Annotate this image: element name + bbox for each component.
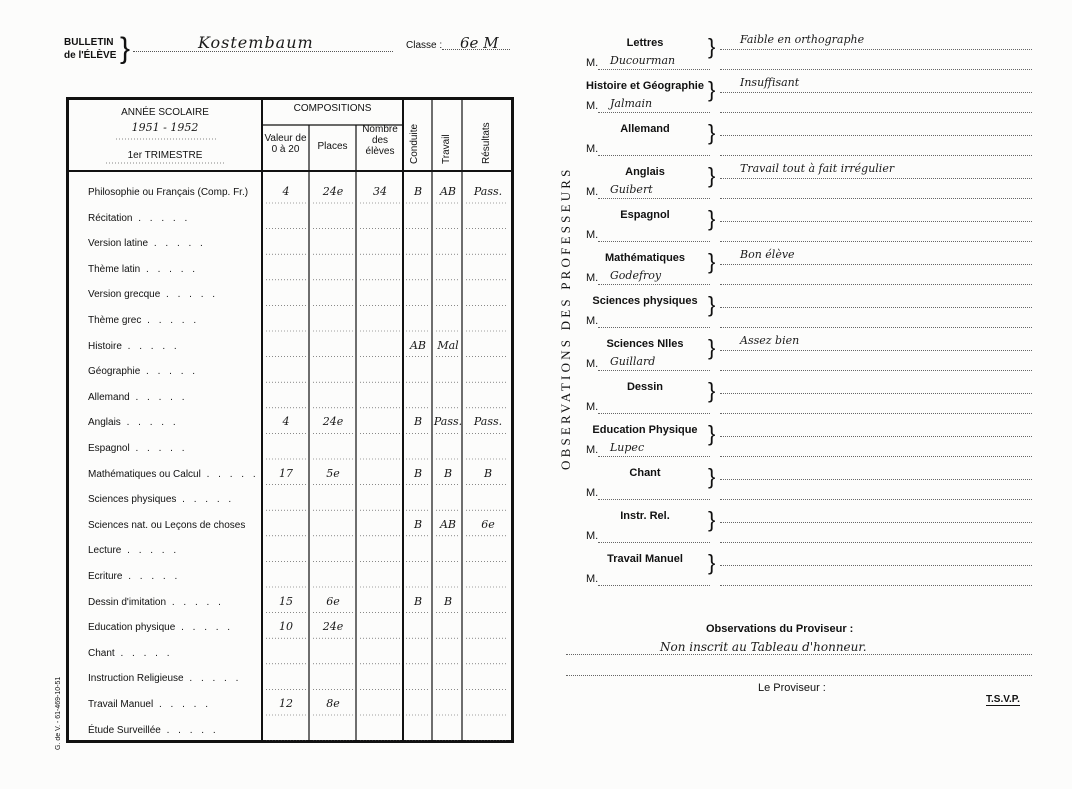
teacher-name-line [598, 198, 710, 199]
col-valeur-header: Valeur de 0 à 20 [264, 133, 307, 155]
brace-icon: } [708, 163, 716, 188]
grade-cell-places: 24e [322, 415, 344, 429]
observation-line [720, 565, 1032, 566]
teacher-name: Guillard [610, 355, 656, 368]
teacher-m-label: M. [586, 57, 599, 69]
observation-line [720, 585, 1032, 586]
eleve-label: de l'ÉLÈVE [64, 50, 117, 61]
observation-subject-name: Education Physique [592, 424, 698, 436]
grade-cell-resultats: 6e [481, 517, 495, 531]
teacher-name-line [598, 241, 710, 242]
observation-subject-name: Sciences Nlles [606, 338, 684, 350]
grade-cell-conduite: B [413, 466, 423, 480]
col-places-header: Places [317, 141, 348, 152]
teacher-m-label: M. [586, 315, 599, 327]
observation-line [720, 522, 1032, 523]
observation-line [720, 49, 1032, 50]
observation-comment: Bon élève [740, 248, 795, 261]
observation-line [720, 198, 1032, 199]
brace-icon: } [120, 32, 131, 65]
grade-cell-travail: AB [439, 185, 457, 198]
grade-cell-places: 24e [322, 185, 344, 198]
teacher-m-label: M. [586, 573, 599, 585]
teacher-m-label: M. [586, 100, 599, 112]
brace-icon: } [708, 550, 716, 575]
grade-cell-valeur: 12 [279, 697, 293, 710]
teacher-name-line [598, 585, 710, 586]
teacher-m-label: M. [586, 229, 599, 241]
tsvp-label: T.S.V.P. [986, 694, 1020, 705]
observation-line [720, 542, 1032, 543]
col-conduite-header: Conduite [409, 123, 420, 164]
brace-icon: } [708, 464, 716, 489]
subject-label: Version latine . . . . . [88, 238, 206, 250]
proviseur-title: Observations du Proviseur : [706, 623, 854, 635]
grade-cell-valeur: 4 [282, 185, 290, 198]
observation-line [720, 135, 1032, 136]
brace-icon: } [708, 507, 716, 532]
teacher-name-line [598, 456, 710, 457]
teacher-m-label: M. [586, 487, 599, 499]
teacher-name-line [598, 370, 710, 371]
proviseur-line-2 [566, 675, 1032, 676]
observation-comment: Assez bien [740, 334, 800, 347]
observation-subject-name: Espagnol [620, 209, 670, 221]
classe-label: Classe : [406, 40, 443, 51]
subject-label: Mathématiques ou Calcul . . . . . [88, 468, 259, 480]
grade-cell-valeur: 10 [279, 620, 293, 634]
teacher-name-line [598, 112, 710, 113]
proviseur-line-1 [566, 654, 1032, 655]
annee-scolaire-label: ANNÉE SCOLAIRE [121, 107, 209, 118]
observation-subject-name: Chant [629, 467, 661, 479]
observation-line [720, 499, 1032, 500]
observations-title: OBSERVATIONS DES PROFESSEURS [558, 166, 573, 470]
subject-label: Sciences physiques . . . . . [88, 494, 235, 506]
grade-cell-travail: Pass. [433, 415, 463, 429]
student-name: Kostembaum [198, 33, 314, 52]
observation-line [720, 436, 1032, 437]
col-nombre-header: Nombre des élèves [362, 124, 398, 157]
brace-icon: } [708, 249, 716, 274]
subject-label: Récitation . . . . . [88, 212, 191, 224]
observation-line [720, 178, 1032, 179]
grade-cell-places: 6e [326, 594, 340, 608]
observation-line [720, 69, 1032, 70]
teacher-m-label: M. [586, 143, 599, 155]
observation-subject-name: Dessin [626, 381, 664, 393]
observation-line [720, 221, 1032, 222]
observation-line [720, 456, 1032, 457]
grade-cell-travail: B [443, 594, 453, 608]
observation-line [720, 241, 1032, 242]
grade-cell-conduite: B [413, 415, 423, 429]
observation-subject-name: Sciences physiques [592, 295, 698, 307]
annee-scolaire-value: 1951 - 1952 [131, 121, 199, 134]
observation-subject-name: Travail Manuel [607, 553, 683, 565]
observation-comment: Faible en orthographe [740, 33, 865, 46]
brace-icon: } [708, 421, 716, 446]
grade-cell-conduite: AB [409, 338, 427, 352]
grade-cell-places: 24e [322, 620, 344, 634]
teacher-m-label: M. [586, 401, 599, 413]
teacher-name-line [598, 542, 710, 543]
teacher-m-label: M. [586, 530, 599, 542]
bulletin-label: BULLETIN [64, 37, 114, 48]
grade-cell-valeur: 4 [282, 415, 290, 429]
observation-line [720, 307, 1032, 308]
teacher-m-label: M. [586, 444, 599, 456]
subject-label: Espagnol . . . . . [88, 443, 188, 454]
brace-icon: } [708, 34, 716, 59]
observation-line [720, 112, 1032, 113]
print-mark: G. de V. - 61-469-10-51 [55, 676, 62, 750]
proviseur-signature-label: Le Proviseur : [758, 682, 826, 694]
observation-line [720, 370, 1032, 371]
teacher-name-line [598, 284, 710, 285]
grade-cell-resultats: Pass. [473, 415, 503, 429]
observation-line [720, 393, 1032, 394]
subject-label: Thème grec . . . . . [88, 315, 200, 326]
teacher-name-line [598, 413, 710, 414]
teacher-m-label: M. [586, 358, 599, 370]
teacher-name-line [598, 327, 710, 328]
observation-subject-name: Instr. Rel. [620, 510, 670, 522]
brace-icon: } [708, 292, 716, 317]
grade-cell-travail: AB [439, 517, 457, 531]
grade-cell-valeur: 15 [279, 594, 293, 608]
grade-cell-conduite: B [413, 185, 423, 198]
subject-label: Lecture . . . . . [88, 545, 180, 557]
subject-label: Allemand . . . . . [88, 391, 188, 403]
teacher-m-label: M. [586, 272, 599, 284]
observation-subject-name: Histoire et Géographie [586, 80, 704, 92]
subject-label: Étude Surveillée . . . . . [88, 724, 219, 736]
grade-cell-travail: B [443, 466, 453, 480]
brace-icon: } [708, 335, 716, 360]
brace-icon: } [708, 378, 716, 403]
teacher-name: Jalmain [610, 97, 653, 110]
brace-icon: } [708, 120, 716, 145]
teacher-name-line [598, 155, 710, 156]
grade-cell-travail: Mal [437, 338, 459, 352]
observation-line [720, 284, 1032, 285]
subject-label: Instruction Religieuse . . . . . [88, 673, 242, 685]
observation-comment: Insuffisant [740, 76, 800, 89]
teacher-name: Guibert [610, 183, 653, 196]
teacher-m-label: M. [586, 186, 599, 198]
observation-subject-name: Lettres [626, 37, 664, 49]
observation-comment: Travail tout à fait irrégulier [740, 162, 895, 175]
grade-cell-resultats: Pass. [473, 185, 503, 198]
observation-subject-name: Allemand [620, 123, 670, 135]
bulletin-title [64, 36, 116, 62]
grade-cell-conduite: B [413, 517, 423, 531]
subject-label: Géographie . . . . . [88, 366, 199, 378]
subject-label: Sciences nat. ou Leçons de choses [88, 519, 246, 531]
proviseur-comment: Non inscrit au Tableau d'honneur. [660, 640, 867, 654]
subject-label: Ecriture . . . . . [88, 571, 181, 582]
observation-line [720, 479, 1032, 480]
observation-line [720, 413, 1032, 414]
subject-label: Thème latin . . . . . [88, 263, 199, 275]
observation-line [720, 264, 1032, 265]
teacher-name: Godefroy [610, 269, 662, 282]
grade-cell-places: 8e [326, 697, 340, 710]
observation-line [720, 327, 1032, 328]
brace-icon: } [708, 206, 716, 231]
grade-cell-places: 5e [326, 466, 340, 480]
observation-subject-name: Mathématiques [604, 252, 686, 264]
col-travail-header: Travail [441, 134, 452, 164]
grade-cell-nombre: 34 [373, 185, 387, 198]
observation-line [720, 92, 1032, 93]
subject-label: Histoire . . . . . [88, 340, 180, 352]
subject-label: Version grecque . . . . . [88, 289, 219, 301]
subject-label: Education physique . . . . . [88, 622, 234, 634]
trimestre-label: 1er TRIMESTRE [127, 150, 203, 161]
observation-line [720, 350, 1032, 351]
subject-label: Dessin d'imitation . . . . . [88, 596, 224, 608]
brace-icon: } [708, 77, 716, 102]
col-resultats-header: Résultats [481, 122, 492, 164]
teacher-name: Lupec [610, 441, 645, 454]
grade-cell-valeur: 17 [279, 466, 293, 480]
subject-label: Chant . . . . . [88, 647, 173, 659]
compositions-header: COMPOSITIONS [293, 103, 372, 114]
observation-subject-name: Anglais [625, 166, 665, 178]
subject-label: Travail Manuel . . . . . [88, 699, 212, 710]
teacher-name-line [598, 499, 710, 500]
subject-label: Philosophie ou Français (Comp. Fr.) [88, 187, 249, 198]
subject-label: Anglais . . . . . [88, 417, 179, 429]
classe-value: 6e M [460, 34, 499, 52]
observation-line [720, 155, 1032, 156]
teacher-name-line [598, 69, 710, 70]
teacher-name: Ducourman [610, 54, 676, 67]
grade-cell-resultats: B [483, 466, 493, 480]
grade-cell-conduite: B [413, 594, 423, 608]
